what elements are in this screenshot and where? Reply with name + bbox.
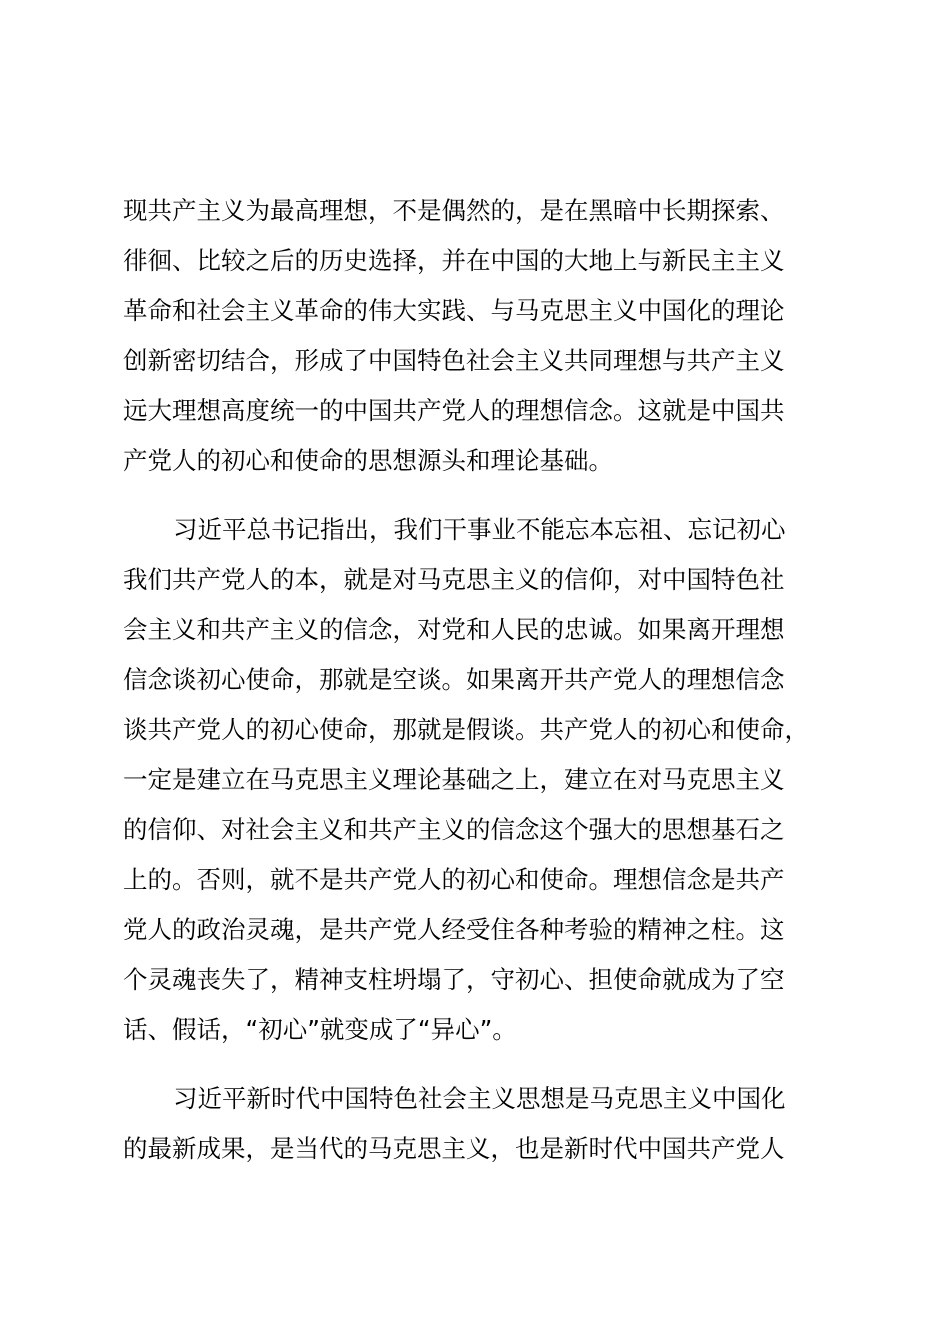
text-line: 上的。否则，就不是共产党人的初心和使命。理想信念是共产 (123, 865, 785, 894)
text-line: 谈共产党人的初心使命，那就是假谈。共产党人的初心和使命， (123, 715, 809, 744)
text-line: 我们共产党人的本，就是对马克思主义的信仰，对中国特色社 (123, 565, 785, 594)
text-line: 创新密切结合，形成了中国特色社会主义共同理想与共产主义 (123, 346, 785, 375)
text-line: 徘徊、比较之后的历史选择，并在中国的大地上与新民主主义 (123, 246, 785, 275)
text-line: 会主义和共产主义的信念，对党和人民的忠诚。如果离开理想 (123, 615, 785, 644)
text-line: 现共产主义为最高理想，不是偶然的，是在黑暗中长期探索、 (123, 196, 785, 225)
text-line: 话、假话，“初心”就变成了“异心”。 (123, 1015, 517, 1044)
text-line: 一定是建立在马克思主义理论基础之上，建立在对马克思主义 (123, 765, 785, 794)
text-line: 信念谈初心使命，那就是空谈。如果离开共产党人的理想信念 (123, 665, 785, 694)
text-line: 革命和社会主义革命的伟大实践、与马克思主义中国化的理论 (123, 296, 785, 325)
text-line: 习近平总书记指出，我们干事业不能忘本忘祖、忘记初心 (173, 515, 786, 544)
text-line: 远大理想高度统一的中国共产党人的理想信念。这就是中国共 (123, 396, 785, 425)
text-line: 的信仰、对社会主义和共产主义的信念这个强大的思想基石之 (123, 815, 785, 844)
text-line: 的最新成果，是当代的马克思主义，也是新时代中国共产党人 (123, 1134, 785, 1163)
text-line: 产党人的初心和使命的思想源头和理论基础。 (123, 446, 613, 475)
text-line: 个灵魂丧失了，精神支柱坍塌了，守初心、担使命就成为了空 (123, 965, 785, 994)
text-line: 党人的政治灵魂，是共产党人经受住各种考验的精神之柱。这 (123, 915, 785, 944)
text-line: 习近平新时代中国特色社会主义思想是马克思主义中国化 (173, 1084, 786, 1113)
